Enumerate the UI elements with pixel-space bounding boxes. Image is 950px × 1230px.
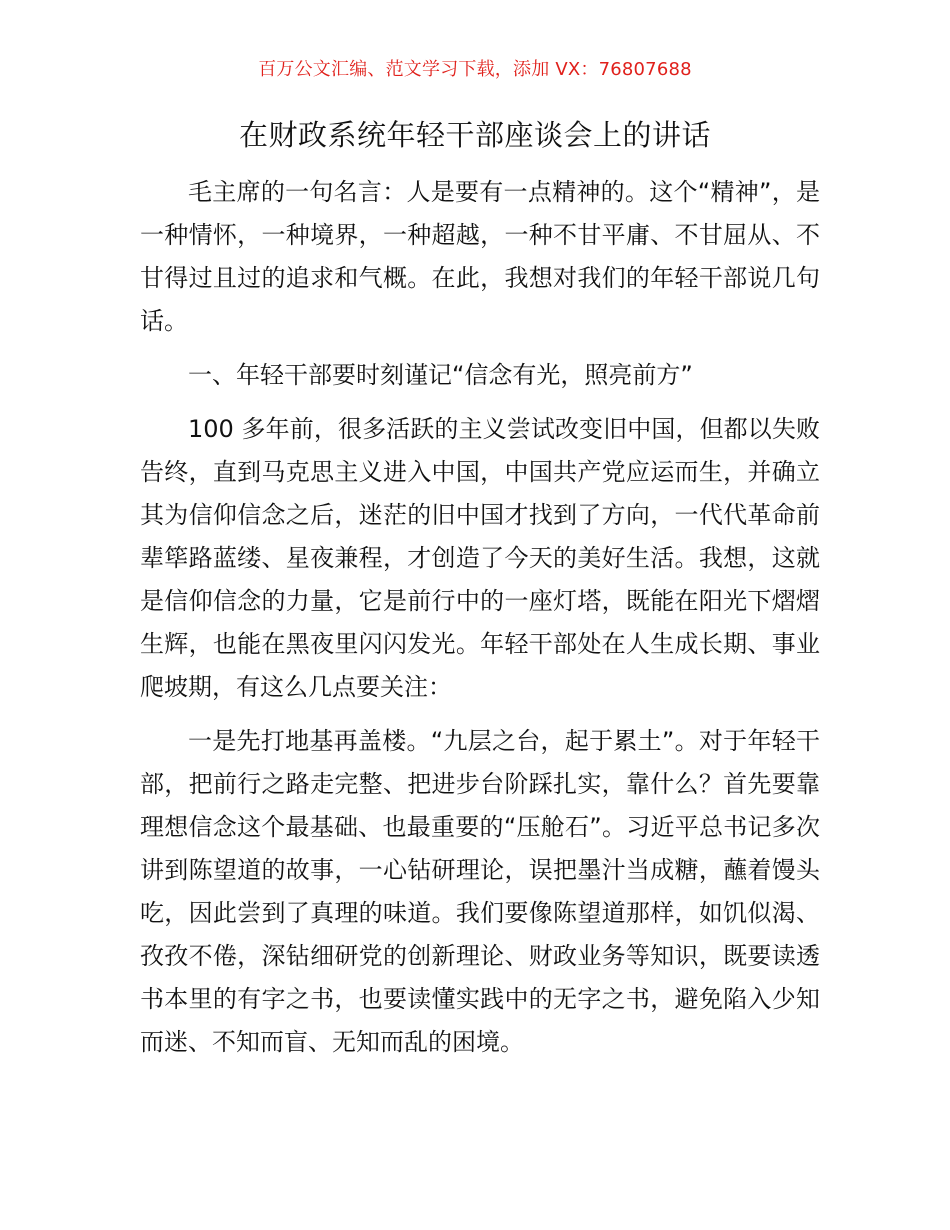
document-body [140, 171, 820, 1064]
paragraph-history: 100 多年前，很多活跃的主义尝试改变旧中国，但都以失败告终，直到马克思主义进入中国，中国共产党应运而生，并确立其为信仰信念之后，迷茫的旧中国才找到了方向，一代代革命前辈筚路蓝缕、星夜兼程，才创造了今天的美好生活。我想，这就是信仰信念的力量，它是前行中的一座灯塔，既能在阳光下熠熠生辉，也能在黑夜里闪闪发光。年轻干部处在人生成长期、事业爬坡期，有这么几点要关注： [140, 415, 820, 701]
section-heading-1: 一、年轻干部要时刻谨记“信念有光，照亮前方” [188, 361, 693, 389]
page-title: 在财政系统年轻干部座谈会上的讲话 [238, 118, 711, 152]
watermark-header: 百万公文汇编、范文学习下载，添加 VX：76807688 [258, 59, 692, 80]
paragraph-point-1: 一是先打地基再盖楼。“九层之台，起于累土”。对于年轻干部，把前行之路走完整、把进步台阶踩扎实，靠什么？首先要靠理想信念这个最基础、也最重要的“压舱石”。习近平总书记多次讲到陈望道的故事，一心钻研理论，误把墨汁当成糖，蘸着馒头吃，因此尝到了真理的味道。我们要像陈望道那样，如饥似渴、孜孜不倦，深钻细研党的创新理论、财政业务等知识，既要读透书本里的有字之书，也要读懂实践中的无字之书，避免陷入少知而迷、不知而盲、无知而乱的困境。 [140, 727, 820, 1056]
paragraph-intro: 毛主席的一句名言：人是要有一点精神的。这个“精神”，是一种情怀，一种境界，一种超越，一种不甘平庸、不甘屈从、不甘得过且过的追求和气概。在此，我想对我们的年轻干部说几句话。 [140, 178, 820, 335]
